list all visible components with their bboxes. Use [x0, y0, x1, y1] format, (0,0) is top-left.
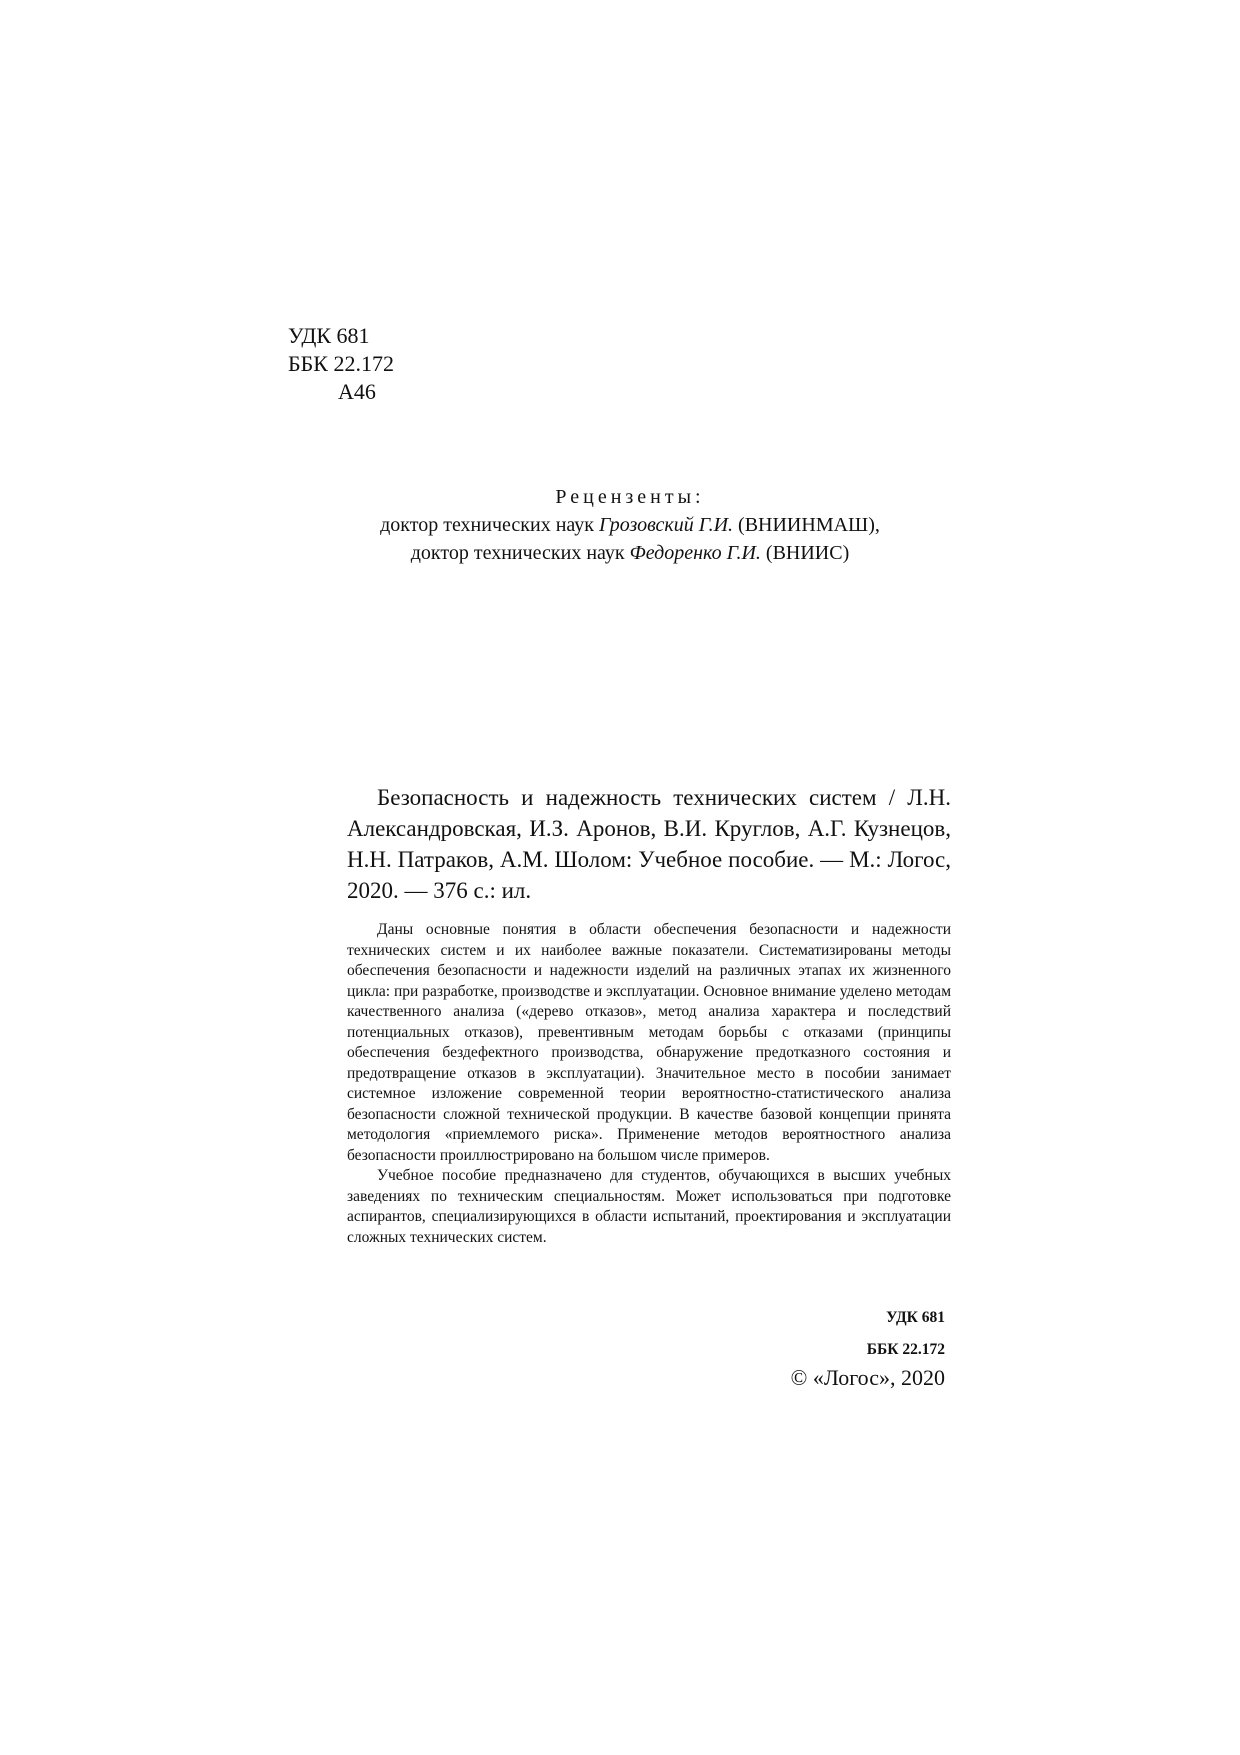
reviewer-org: (ВНИИС) [760, 542, 850, 564]
reviewer-name: Федоренко Г.И. [629, 542, 761, 564]
reviewer-title: доктор технических наук [410, 542, 630, 564]
reviewers-heading: Рецензенты: [555, 486, 705, 508]
reviewer-org: (ВНИИНМАШ), [733, 514, 880, 536]
reviewer-name: Грозовский Г.И. [598, 514, 734, 536]
copyright: © «Логос», 2020 [790, 1365, 945, 1390]
udk-code: УДК 681 [288, 323, 370, 348]
footer-bbk: ББК 22.172 [866, 1341, 945, 1358]
reviewer-title: доктор технических наук [380, 514, 599, 536]
bibliographic-record: Безопасность и надежность технических систем / Л.Н. Александровская, И.З. Аронов, В.И. Круглов, А.Г. Кузнецов, Н.Н. Патраков, А.М. Шолом: Учебное пособие. — М.: Логос, 2020. — 376 с.: ил. [347, 785, 951, 903]
author-sign: А46 [338, 379, 376, 404]
reviewer-line [250, 511, 1010, 539]
footer-codes [867, 1302, 945, 1366]
abstract-paragraph: Даны основные понятия в области обеспечения безопасности и надежности технических систем и их наиболее важные показатели. Систематизированы методы обеспечения безопасности и надежности изделий на различных этапах их жизненного цикла: при разработке, производстве и эксплуатации. Основное внимание уделено методам качественного анализа («дерево отказов», метод анализа характера и последствий потенциальных отказов), превентивным методам борьбы с отказами (принципы обеспечения бездефектного производства, обнаружение предотказного состояния и предотвращение отказов в эксплуатации). Значительное место в пособии занимает системное изложение современной теории вероятностно-статистического анализа безопасности сложной технической продукции. В качестве базовой концепции принята методология «приемлемого риска». Применение методов вероятностного анализа безопасности проиллюстрировано на большом числе примеров. [347, 921, 951, 1164]
reviewers-block [250, 483, 1010, 567]
abstract-paragraph: Учебное пособие предназначено для студентов, обучающихся в высших учебных заведениях по техническим специальностям. Может использоваться при подготовке аспирантов, специализирующихся в области испытаний, проектирования и эксплуатации сложных технических систем. [347, 1167, 951, 1246]
abstract [347, 920, 951, 1248]
bbk-code: ББК 22.172 [288, 351, 394, 376]
reviewer-line [250, 539, 1010, 567]
footer-udk: УДК 681 [886, 1309, 945, 1326]
classification-block [288, 322, 394, 406]
